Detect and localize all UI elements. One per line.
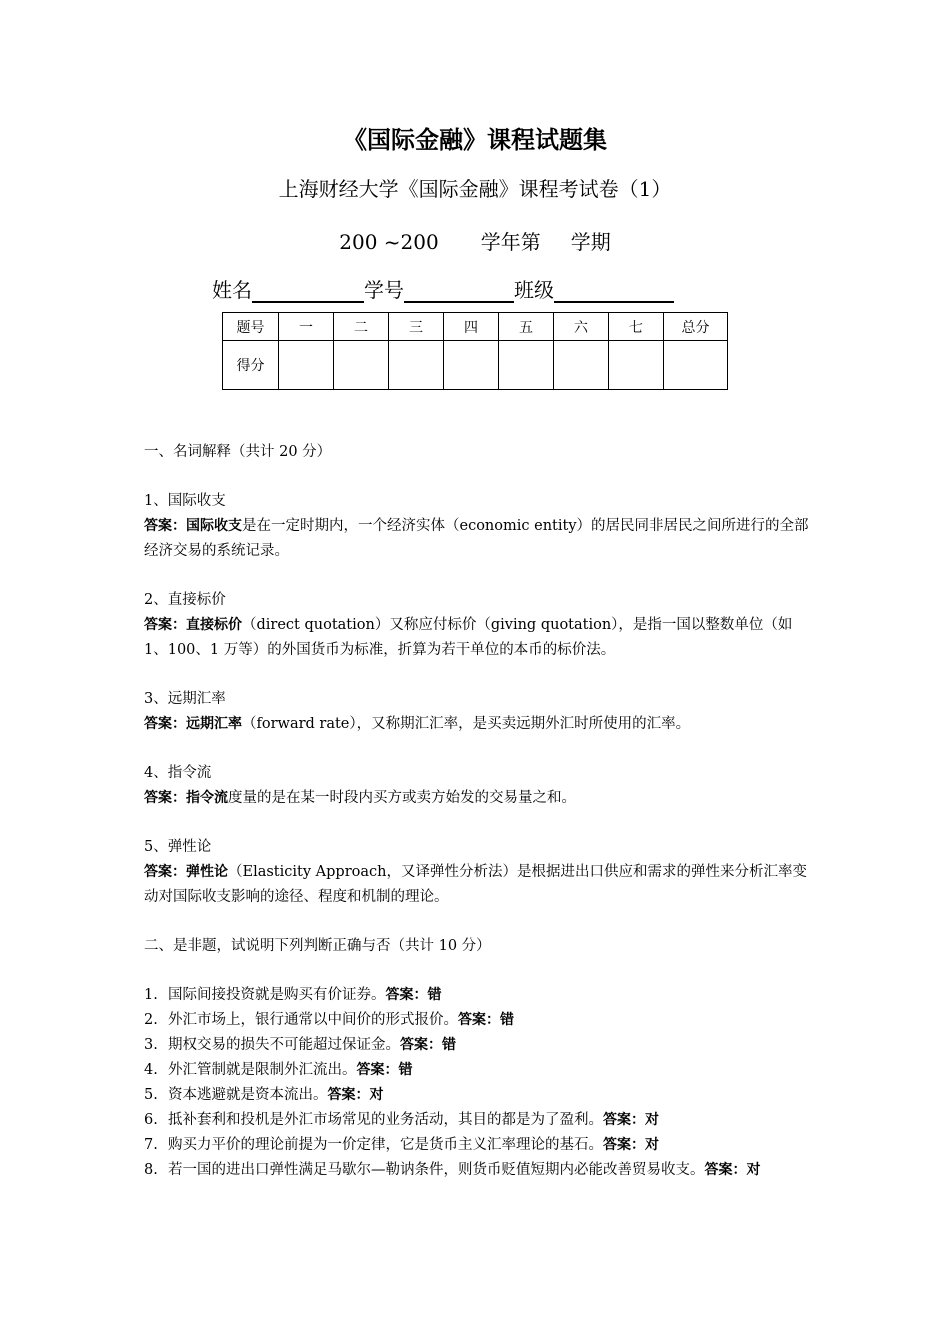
true-false-list	[144, 983, 819, 1183]
answer-label: 答案：	[144, 518, 186, 534]
item-answer: 答案：错	[458, 1012, 514, 1028]
term-line	[0, 226, 950, 255]
item-text: 期权交易的损失不可能超过保证金。	[168, 1037, 400, 1053]
score-header-cell: 总分	[664, 313, 728, 341]
score-cell[interactable]	[499, 341, 554, 390]
answer-paragraph	[144, 712, 819, 737]
score-cell[interactable]	[609, 341, 664, 390]
item-number: 7.	[144, 1137, 158, 1153]
answer-text: 度量的是在某一时段内买方或卖方始发的交易量之和。	[228, 790, 576, 806]
item-number: 2.	[144, 1012, 158, 1028]
item-text: 外汇管制就是限制外汇流出。	[168, 1062, 357, 1078]
name-label: 姓名	[212, 278, 252, 302]
document-title: 《国际金融》课程试题集	[343, 126, 607, 154]
score-header-cell: 一	[279, 313, 334, 341]
item-answer: 答案：对	[704, 1162, 761, 1178]
score-row-label: 得分	[223, 341, 279, 390]
section2-heading: 二、是非题，试说明下列判断正确与否（共计 10 分）	[144, 938, 491, 954]
item-number: 6.	[144, 1112, 158, 1128]
answer-paragraph	[144, 514, 819, 564]
answer-paragraph	[144, 786, 819, 811]
list-item	[144, 1058, 819, 1083]
item-answer: 答案：对	[603, 1137, 659, 1153]
item-answer: 答案：错	[385, 987, 442, 1003]
item-text: 若一国的进出口弹性满足马歇尔—勒讷条件，则货币贬值短期内必能改善贸易收支。	[168, 1162, 705, 1178]
item-answer: 答案：错	[356, 1062, 413, 1078]
list-item	[144, 983, 819, 1008]
item-number: 5.	[144, 1087, 158, 1103]
student-fields	[212, 274, 732, 303]
item-number: 4.	[144, 1062, 158, 1078]
answer-term: 远期汇率	[186, 716, 242, 732]
answer-term: 弹性论	[186, 864, 228, 880]
list-item	[144, 1108, 819, 1133]
score-header-cell: 五	[499, 313, 554, 341]
question-title: 3、远期汇率	[144, 691, 226, 707]
item-text: 外汇市场上，银行通常以中间价的形式报价。	[168, 1012, 458, 1028]
item-answer: 答案：对	[327, 1087, 384, 1103]
score-header-cell: 七	[609, 313, 664, 341]
question-title: 1、国际收支	[144, 493, 226, 509]
answer-text: （forward rate），又称期汇汇率，是买卖远期外汇时所使用的汇率。	[242, 716, 691, 732]
score-cell[interactable]	[554, 341, 609, 390]
list-item	[144, 1133, 819, 1158]
item-text: 国际间接投资就是购买有价证券。	[168, 987, 386, 1003]
answer-paragraph	[144, 613, 819, 663]
name-blank[interactable]	[252, 281, 364, 303]
answer-text: 是在一定时期内，一个经济实体（economic entity）的居民同非居民之间所进行的全部经济交易的系统记录。	[144, 518, 809, 559]
score-header-cell: 题号	[223, 313, 279, 341]
id-label: 学号	[364, 278, 404, 302]
answer-label: 答案：	[144, 716, 186, 732]
answer-label: 答案：	[144, 790, 186, 806]
id-blank[interactable]	[404, 281, 514, 303]
item-answer: 答案：错	[400, 1037, 456, 1053]
answer-text: （Elasticity Approach，又译弹性分析法）是根据进出口供应和需求的弹性来分析汇率变动对国际收支影响的途径、程度和机制的理论。	[144, 864, 807, 905]
question-title: 4、指令流	[144, 765, 212, 781]
score-table	[222, 312, 728, 390]
answer-label: 答案：	[144, 864, 186, 880]
item-text: 资本逃避就是资本流出。	[168, 1087, 328, 1103]
exam-subtitle: 上海财经大学《国际金融》课程考试卷（1）	[278, 177, 672, 201]
list-item	[144, 1008, 819, 1033]
item-answer: 答案：对	[603, 1112, 659, 1128]
exam-content	[144, 440, 819, 1183]
score-cell[interactable]	[279, 341, 334, 390]
score-header-cell: 三	[389, 313, 444, 341]
list-item	[144, 1083, 819, 1108]
question-title: 5、弹性论	[144, 839, 212, 855]
class-label: 班级	[514, 278, 554, 302]
item-number: 3.	[144, 1037, 158, 1053]
list-item	[144, 1158, 819, 1183]
class-blank[interactable]	[554, 281, 674, 303]
score-cell[interactable]	[334, 341, 389, 390]
item-number: 8.	[144, 1162, 158, 1178]
answer-term: 直接标价	[186, 617, 242, 633]
answer-label: 答案：	[144, 617, 186, 633]
term-year-label: 学年第	[480, 230, 541, 254]
answer-paragraph	[144, 860, 819, 910]
list-item	[144, 1033, 819, 1058]
score-header-cell: 六	[554, 313, 609, 341]
item-number: 1.	[144, 987, 158, 1003]
term-semester-label: 学期	[570, 230, 611, 254]
answer-term: 国际收支	[186, 518, 242, 534]
item-text: 抵补套利和投机是外汇市场常见的业务活动，其目的都是为了盈利。	[168, 1112, 603, 1128]
score-cell[interactable]	[664, 341, 728, 390]
term-years: 200 ~200	[339, 230, 439, 254]
score-header-cell: 二	[334, 313, 389, 341]
answer-text: （direct quotation）又称应付标价（giving quotation），是指一国以整数单位（如 1、100、1 万等）的外国货币为标准，折算为若干单位的本币的标价法。	[144, 617, 793, 658]
score-cell[interactable]	[444, 341, 499, 390]
question-title: 2、直接标价	[144, 592, 226, 608]
answer-term: 指令流	[186, 790, 228, 806]
score-cell[interactable]	[389, 341, 444, 390]
section1-heading: 一、名词解释（共计 20 分）	[144, 444, 332, 460]
item-text: 购买力平价的理论前提为一价定律，它是货币主义汇率理论的基石。	[168, 1137, 603, 1153]
score-header-cell: 四	[444, 313, 499, 341]
